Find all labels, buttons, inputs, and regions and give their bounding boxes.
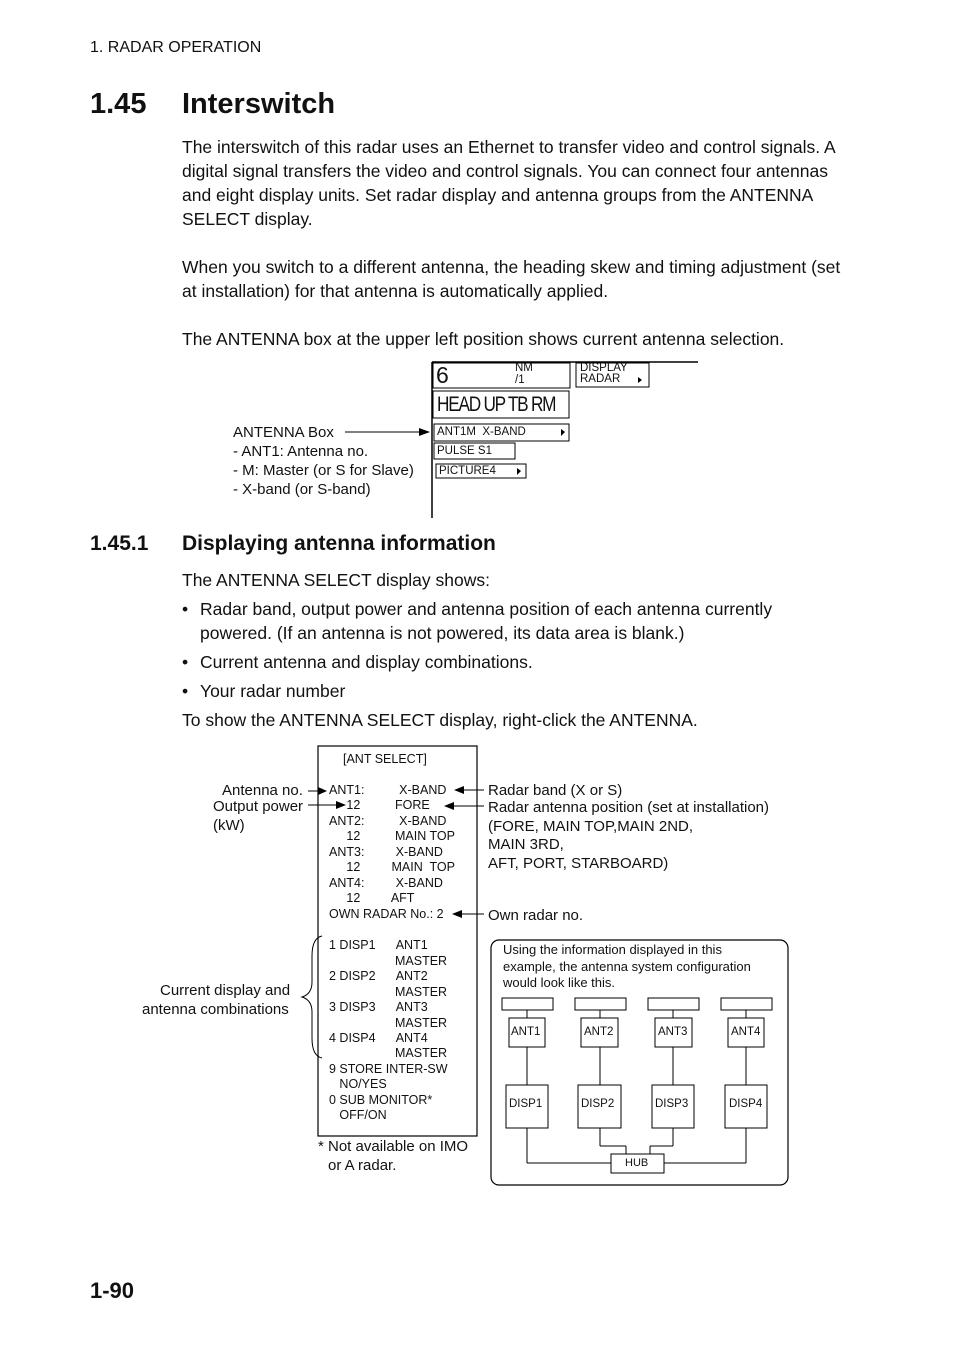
paragraph-intro: The interswitch of this radar uses an Ethernet to transfer video and control signals. A digital signal transfers the video and control signals. You can connect four antennas and eight display units. Set radar display and antenna groups from the ANTENNA SELECT display. [182, 137, 835, 229]
bullet-dot: • [182, 599, 189, 619]
combo-row: 2 DISP2 ANT2 [329, 969, 428, 983]
combo-row: MASTER [329, 1016, 448, 1030]
display-node: DISP2 [581, 1098, 615, 1110]
antenna-node: ANT2 [584, 1026, 614, 1038]
footnote: * Not available on IMO [318, 1138, 469, 1155]
combo-row: 4 DISP4 ANT4 [329, 1031, 428, 1045]
combo-row: MASTER [329, 1046, 448, 1060]
label-combos: antenna combinations [142, 1001, 289, 1018]
diagram-note: Using the information displayed in this [503, 942, 722, 957]
ant-row: ANT4: X-BAND [329, 876, 443, 890]
display-node: DISP1 [509, 1098, 543, 1110]
antenna-node: ANT1 [511, 1026, 541, 1038]
section-title-text: Interswitch [182, 88, 336, 120]
hub-node: HUB [625, 1157, 649, 1169]
display-node: DISP4 [729, 1098, 763, 1110]
antenna-node: ANT3 [658, 1026, 688, 1038]
ant-row: 12 MAIN TOP [329, 860, 455, 874]
bullet-text: Your radar number [200, 681, 346, 701]
label-positions: MAIN 3RD, [488, 836, 564, 853]
ant-row: 12 AFT [329, 891, 415, 905]
bullet-text: Current antenna and display combinations. [200, 652, 533, 672]
label-kw: (kW) [213, 817, 245, 834]
bullet-dot: • [182, 681, 189, 701]
label-own-radar: Own radar no. [488, 907, 584, 924]
subsection-number: 1.45.1 [90, 532, 149, 555]
label-output-power: Output power [213, 798, 304, 815]
ant-row: 12 MAIN TOP [329, 829, 455, 843]
combo-row: MASTER [329, 985, 448, 999]
menu-row: 0 SUB MONITOR* [329, 1093, 433, 1107]
combo-row: 1 DISP1 ANT1 [329, 938, 428, 952]
callout-line-1: - ANT1: Antenna no. [233, 443, 369, 460]
range-value: 6 [436, 362, 449, 388]
range-unit-top: NM [515, 362, 533, 374]
subsection-title-text: Displaying antenna information [182, 532, 496, 555]
combo-row: MASTER [329, 954, 448, 968]
label-combos: Current display and [160, 982, 291, 999]
label-radar-band: Radar band (X or S) [488, 782, 623, 799]
range-unit-bottom: /1 [515, 374, 525, 386]
antenna-node: ANT4 [731, 1026, 761, 1038]
paragraph-antenna-box: The ANTENNA box at the upper left position shows current antenna selection. [182, 329, 785, 349]
label-antenna-position: Radar antenna position (set at installation) [488, 799, 770, 816]
ant-row: ANT1: X-BAND [329, 783, 447, 797]
label-positions: AFT, PORT, STARBOARD) [488, 855, 669, 872]
paragraph-heading-skew: When you switch to a different antenna, the heading skew and timing adjustment (set at installation) for that antenna is automatically applied. [182, 257, 841, 301]
bullet-dot: • [182, 652, 189, 672]
ant-select-title: [ANT SELECT] [343, 752, 427, 766]
combo-row: 3 DISP3 ANT3 [329, 1000, 428, 1014]
page-number: 1-90 [90, 1278, 135, 1303]
instruction-line: To show the ANTENNA SELECT display, right-click the ANTENNA. [182, 710, 698, 730]
display-label-top: DISPLAY [580, 362, 628, 374]
ant-row: ANT2: X-BAND [329, 814, 447, 828]
ant-row: ANT3: X-BAND [329, 845, 443, 859]
section-number: 1.45 [90, 88, 147, 120]
menu-row: OFF/ON [329, 1108, 387, 1122]
mode-label: HEAD UP TB RM [437, 393, 556, 416]
diagram-note: example, the antenna system configuration [503, 959, 751, 974]
callout-line-2: - M: Master (or S for Slave) [233, 462, 414, 479]
diagram-note: would look like this. [503, 975, 615, 990]
callout-line-3: - X-band (or S-band) [233, 481, 371, 498]
antenna-label: ANT1M X-BAND [437, 426, 526, 438]
pulse-label: PULSE S1 [437, 445, 492, 457]
running-header: 1. RADAR OPERATION [90, 39, 262, 56]
menu-row: 9 STORE INTER-SW [329, 1062, 448, 1076]
menu-row: NO/YES [329, 1077, 387, 1091]
label-antenna-no: Antenna no. [222, 782, 303, 799]
picture-label: PICTURE4 [439, 465, 496, 477]
label-positions: (FORE, MAIN TOP,MAIN 2ND, [488, 818, 694, 835]
display-label-bottom: RADAR [580, 373, 621, 385]
display-node: DISP3 [655, 1098, 689, 1110]
footnote: or A radar. [328, 1157, 397, 1174]
callout-title: ANTENNA Box [233, 424, 334, 441]
bullet-text: Radar band, output power and antenna position of each antenna currently powered. (If an antenna is not powered, its data area is blank.) [200, 599, 773, 643]
own-radar-row: OWN RADAR No.: 2 [329, 907, 444, 921]
intro-line: The ANTENNA SELECT display shows: [182, 570, 490, 590]
ant-row: 12 FORE [329, 798, 430, 812]
